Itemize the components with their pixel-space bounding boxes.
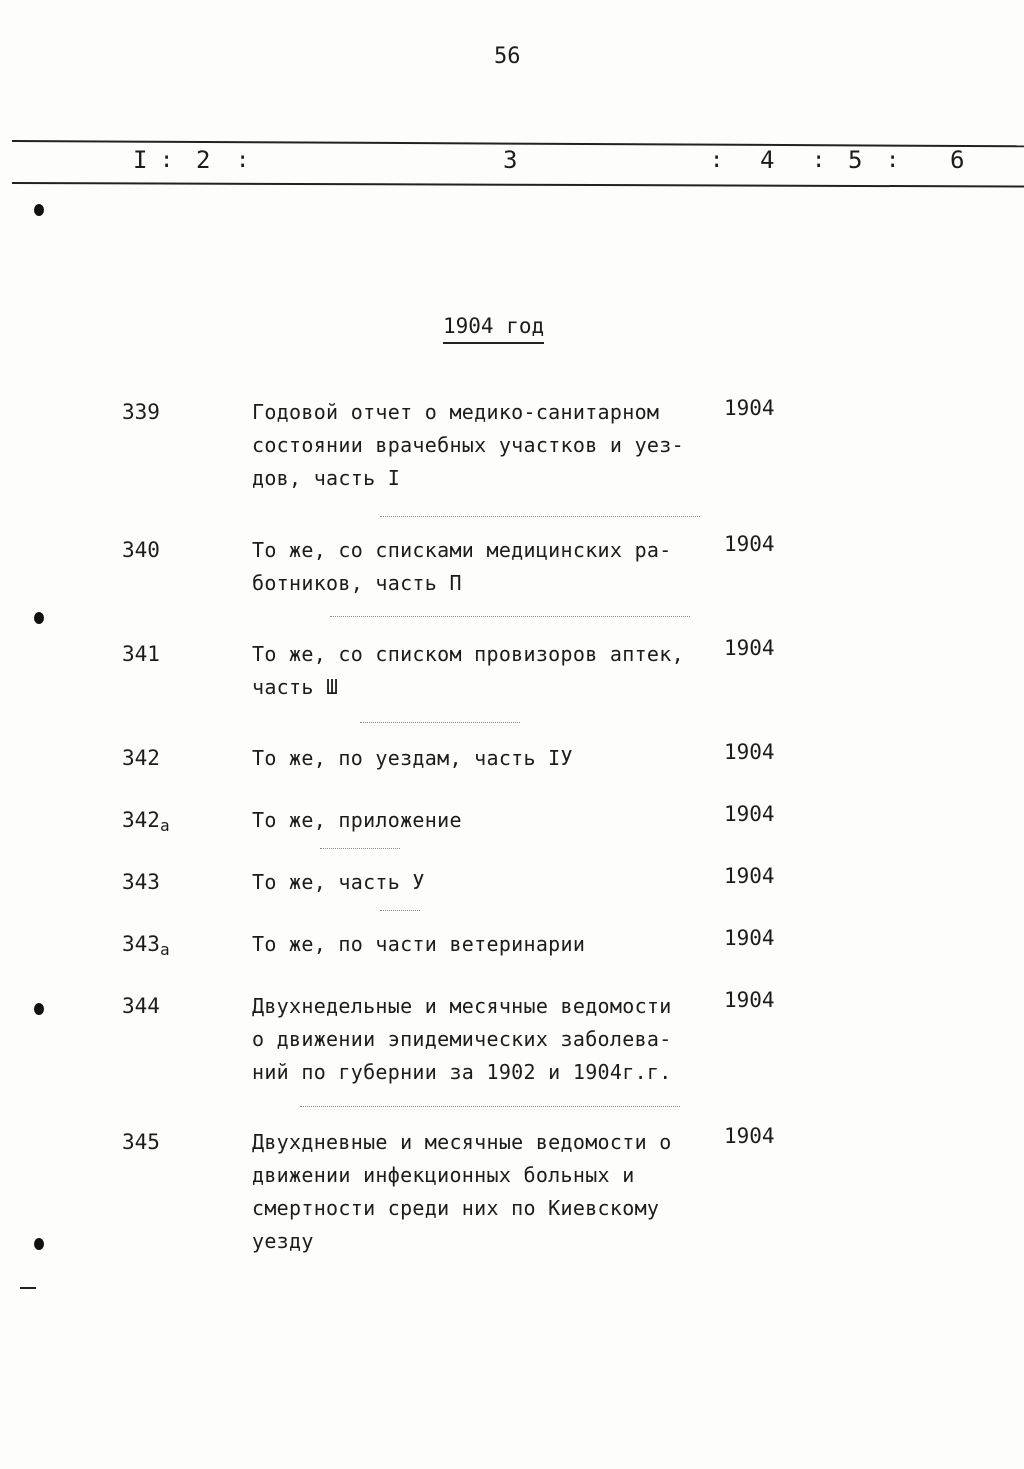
- dotted-separator: [300, 1106, 680, 1107]
- entry-description: Двухнедельные и месячные ведомости о движении эпидемических заболева- ний по губернии за 1902 и 1904г.г.: [252, 994, 672, 1084]
- entry-number: $343_а$: [122, 932, 170, 959]
- section-title: 1904 год: [443, 314, 544, 344]
- entry-number: 344: [122, 994, 160, 1018]
- entry-year: 1904: [724, 802, 775, 826]
- entry-description: То же, часть У: [252, 870, 425, 894]
- margin-mark: [20, 1287, 36, 1289]
- entry-number: 343: [122, 870, 160, 894]
- column-separator: :: [160, 148, 174, 173]
- punch-hole: [34, 1003, 44, 1015]
- entry-description: Двухдневные и месячные ведомости о движении инфекционных больных и смертности среди них по Киевскому уезду: [252, 1130, 672, 1253]
- entry-number: 340: [122, 538, 160, 562]
- column-separator: :: [710, 148, 724, 173]
- dotted-separator: [360, 722, 520, 723]
- entry-description: Годовой отчет о медико-санитарном состоянии врачебных участков и уез- дов, часть I: [252, 400, 684, 490]
- column-header-5: 5: [848, 146, 863, 174]
- entry-description: То же, приложение: [252, 808, 462, 832]
- dotted-separator: [380, 910, 420, 911]
- entry-year: 1904: [724, 636, 775, 660]
- column-separator: :: [812, 148, 826, 173]
- punch-hole: [34, 612, 44, 624]
- entry-number: $342_а$: [122, 808, 170, 835]
- entry-description: То же, по уездам, часть IУ: [252, 746, 573, 770]
- entry-description: То же, по части ветеринарии: [252, 932, 586, 956]
- page-number: 56: [494, 44, 521, 69]
- entry-year: 1904: [724, 740, 775, 764]
- header-bottom-rule: [12, 182, 1024, 188]
- column-separator: :: [886, 148, 900, 173]
- entry-number: 341: [122, 642, 160, 666]
- column-header-1: I: [133, 146, 148, 174]
- entry-description: То же, со списком провизоров аптек, часть Ш: [252, 642, 684, 699]
- column-header-6: 6: [950, 146, 965, 174]
- punch-hole: [34, 1238, 44, 1250]
- entry-year: 1904: [724, 864, 775, 888]
- column-header-2: 2: [196, 146, 211, 174]
- dotted-separator: [330, 616, 690, 617]
- entry-year: 1904: [724, 988, 775, 1012]
- entry-number: 339: [122, 400, 160, 424]
- entry-year: 1904: [724, 1124, 775, 1148]
- entry-year: 1904: [724, 926, 775, 950]
- column-separator: :: [236, 148, 250, 173]
- column-header-3: 3: [503, 146, 518, 174]
- entry-year: 1904: [724, 532, 775, 556]
- header-top-rule: [12, 140, 1024, 147]
- entry-number: 342: [122, 746, 160, 770]
- entry-year: 1904: [724, 396, 775, 420]
- column-header-4: 4: [760, 146, 775, 174]
- dotted-separator: [380, 516, 700, 517]
- punch-hole: [34, 204, 44, 216]
- entry-number: 345: [122, 1130, 160, 1154]
- dotted-separator: [320, 848, 400, 849]
- entry-description: То же, со списками медицинских ра- ботников, часть П: [252, 538, 672, 595]
